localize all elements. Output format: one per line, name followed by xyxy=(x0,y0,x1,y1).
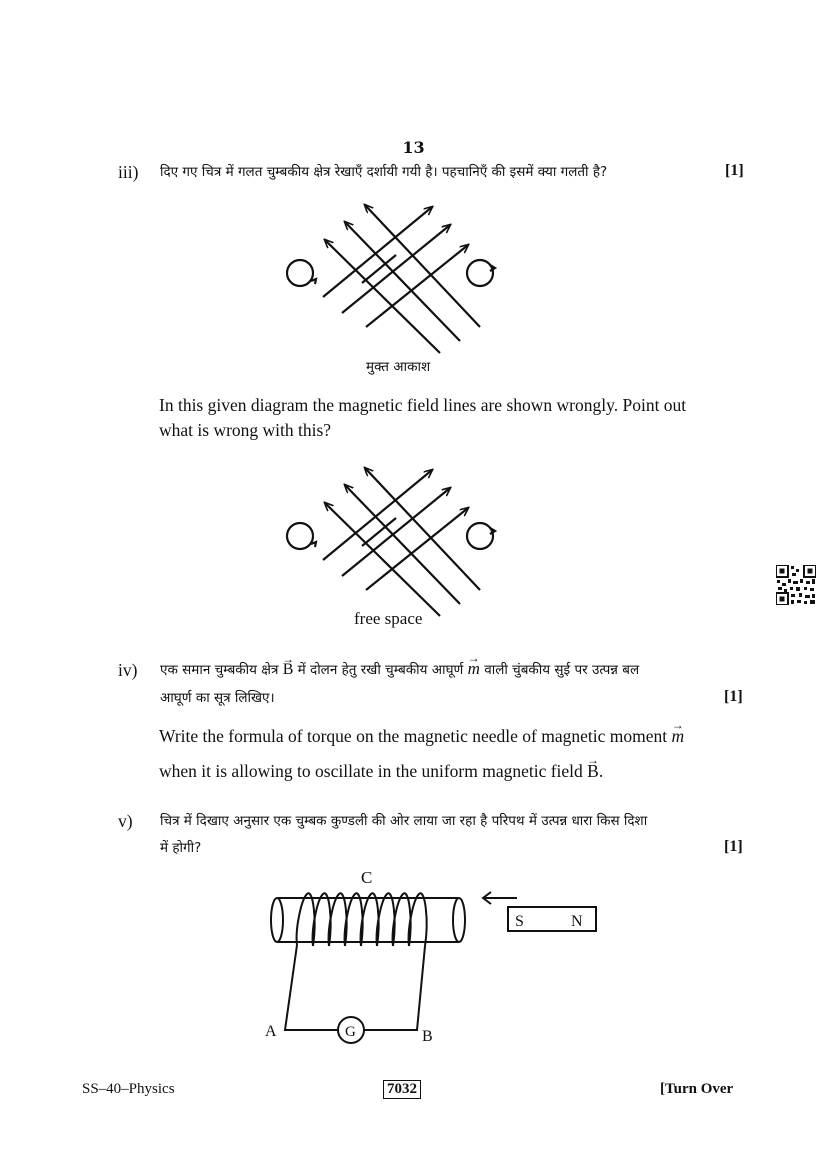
coil-label: C xyxy=(361,868,373,887)
q4-hindi-line1 xyxy=(160,660,639,678)
caption-free-space-hindi: मुक्त आकाश xyxy=(366,359,431,375)
q4-hindi-vector-b: → B xyxy=(283,662,294,678)
field-lines-diagram-hindi xyxy=(270,195,520,355)
page-number: 13 xyxy=(402,138,425,157)
magnet-north-label: N xyxy=(571,913,583,930)
field-line xyxy=(325,240,440,353)
cylinder-right-end xyxy=(453,898,465,942)
footer-subject-code: SS–40–Physics xyxy=(82,1081,175,1097)
left-loop-icon xyxy=(287,523,313,549)
field-line xyxy=(325,503,440,616)
field-lines-diagram-english xyxy=(270,458,520,618)
q4-english-part-a: Write the formula of torque on the magnetic needle of magnetic moment xyxy=(159,726,668,746)
magnet-south-label: S xyxy=(515,913,524,930)
q4-english-vector-b: → B xyxy=(587,758,599,784)
q3-marks: [1] xyxy=(725,162,744,179)
q4-hindi-vector-m: → m xyxy=(468,661,480,677)
q3-english-line2: what is wrong with this? xyxy=(159,420,332,440)
circuit-wire-b xyxy=(364,946,425,1030)
q4-hindi-part-c: वाली चुंबकीय सुई पर उत्पन्न बल xyxy=(484,662,640,678)
q4-english-vector-m: → m xyxy=(671,723,684,749)
field-line xyxy=(366,245,468,327)
qr-code-icon xyxy=(776,565,816,605)
q3-hindi-text: दिए गए चित्र में गलत चुम्बकीय क्षेत्र रेखाएँ दर्शायी गयी है। पहचानिएँ की इसमें क्या गलती है? xyxy=(160,164,608,180)
q4-marks: [1] xyxy=(724,688,743,705)
q4-english-line1 xyxy=(159,723,684,749)
q4-hindi-part-b: में दोलन हेतु रखी चुम्बकीय आघूर्ण xyxy=(297,662,464,678)
terminal-b-label: B xyxy=(422,1028,433,1045)
right-loop-icon xyxy=(467,523,493,549)
q5-label: v) xyxy=(118,811,133,831)
footer-paper-code: 7032 xyxy=(383,1080,421,1099)
right-loop-icon xyxy=(467,260,493,286)
q3-english-line1: In this given diagram the magnetic field lines are shown wrongly. Point out xyxy=(159,395,687,415)
left-loop-arrow-icon xyxy=(311,542,316,547)
footer-turn-over: [Turn Over xyxy=(660,1081,734,1097)
q5-hindi-line2: में होगी? xyxy=(160,840,202,856)
q5-marks: [1] xyxy=(724,838,743,855)
circuit-wire-a xyxy=(285,945,338,1030)
coil-circuit-diagram xyxy=(255,860,615,1050)
q4-hindi-line2: आघूर्ण का सूत्र लिखिए। xyxy=(160,690,275,706)
field-line xyxy=(366,508,468,590)
q4-english-part-b: when it is allowing to oscillate in the uniform magnetic field xyxy=(159,761,583,781)
q4-hindi-part-a: एक समान चुम्बकीय क्षेत्र xyxy=(160,662,279,678)
q5-hindi-line1: चित्र में दिखाए अनुसार एक चुम्बक कुण्डली की ओर लाया जा रहा है परिपथ में उत्पन्न धारा किस दिशा xyxy=(160,813,648,829)
q4-english-line2 xyxy=(159,758,603,784)
coil-winding xyxy=(409,893,427,946)
left-loop-icon xyxy=(287,260,313,286)
q4-english-end: . xyxy=(598,761,604,781)
q3-label: iii) xyxy=(118,162,139,182)
q4-label: iv) xyxy=(118,660,138,680)
caption-free-space-english: free space xyxy=(354,609,423,628)
terminal-a-label: A xyxy=(265,1023,277,1040)
galvanometer-label: G xyxy=(345,1024,356,1040)
left-loop-arrow-icon xyxy=(311,279,316,284)
cylinder-left-end xyxy=(271,898,283,942)
